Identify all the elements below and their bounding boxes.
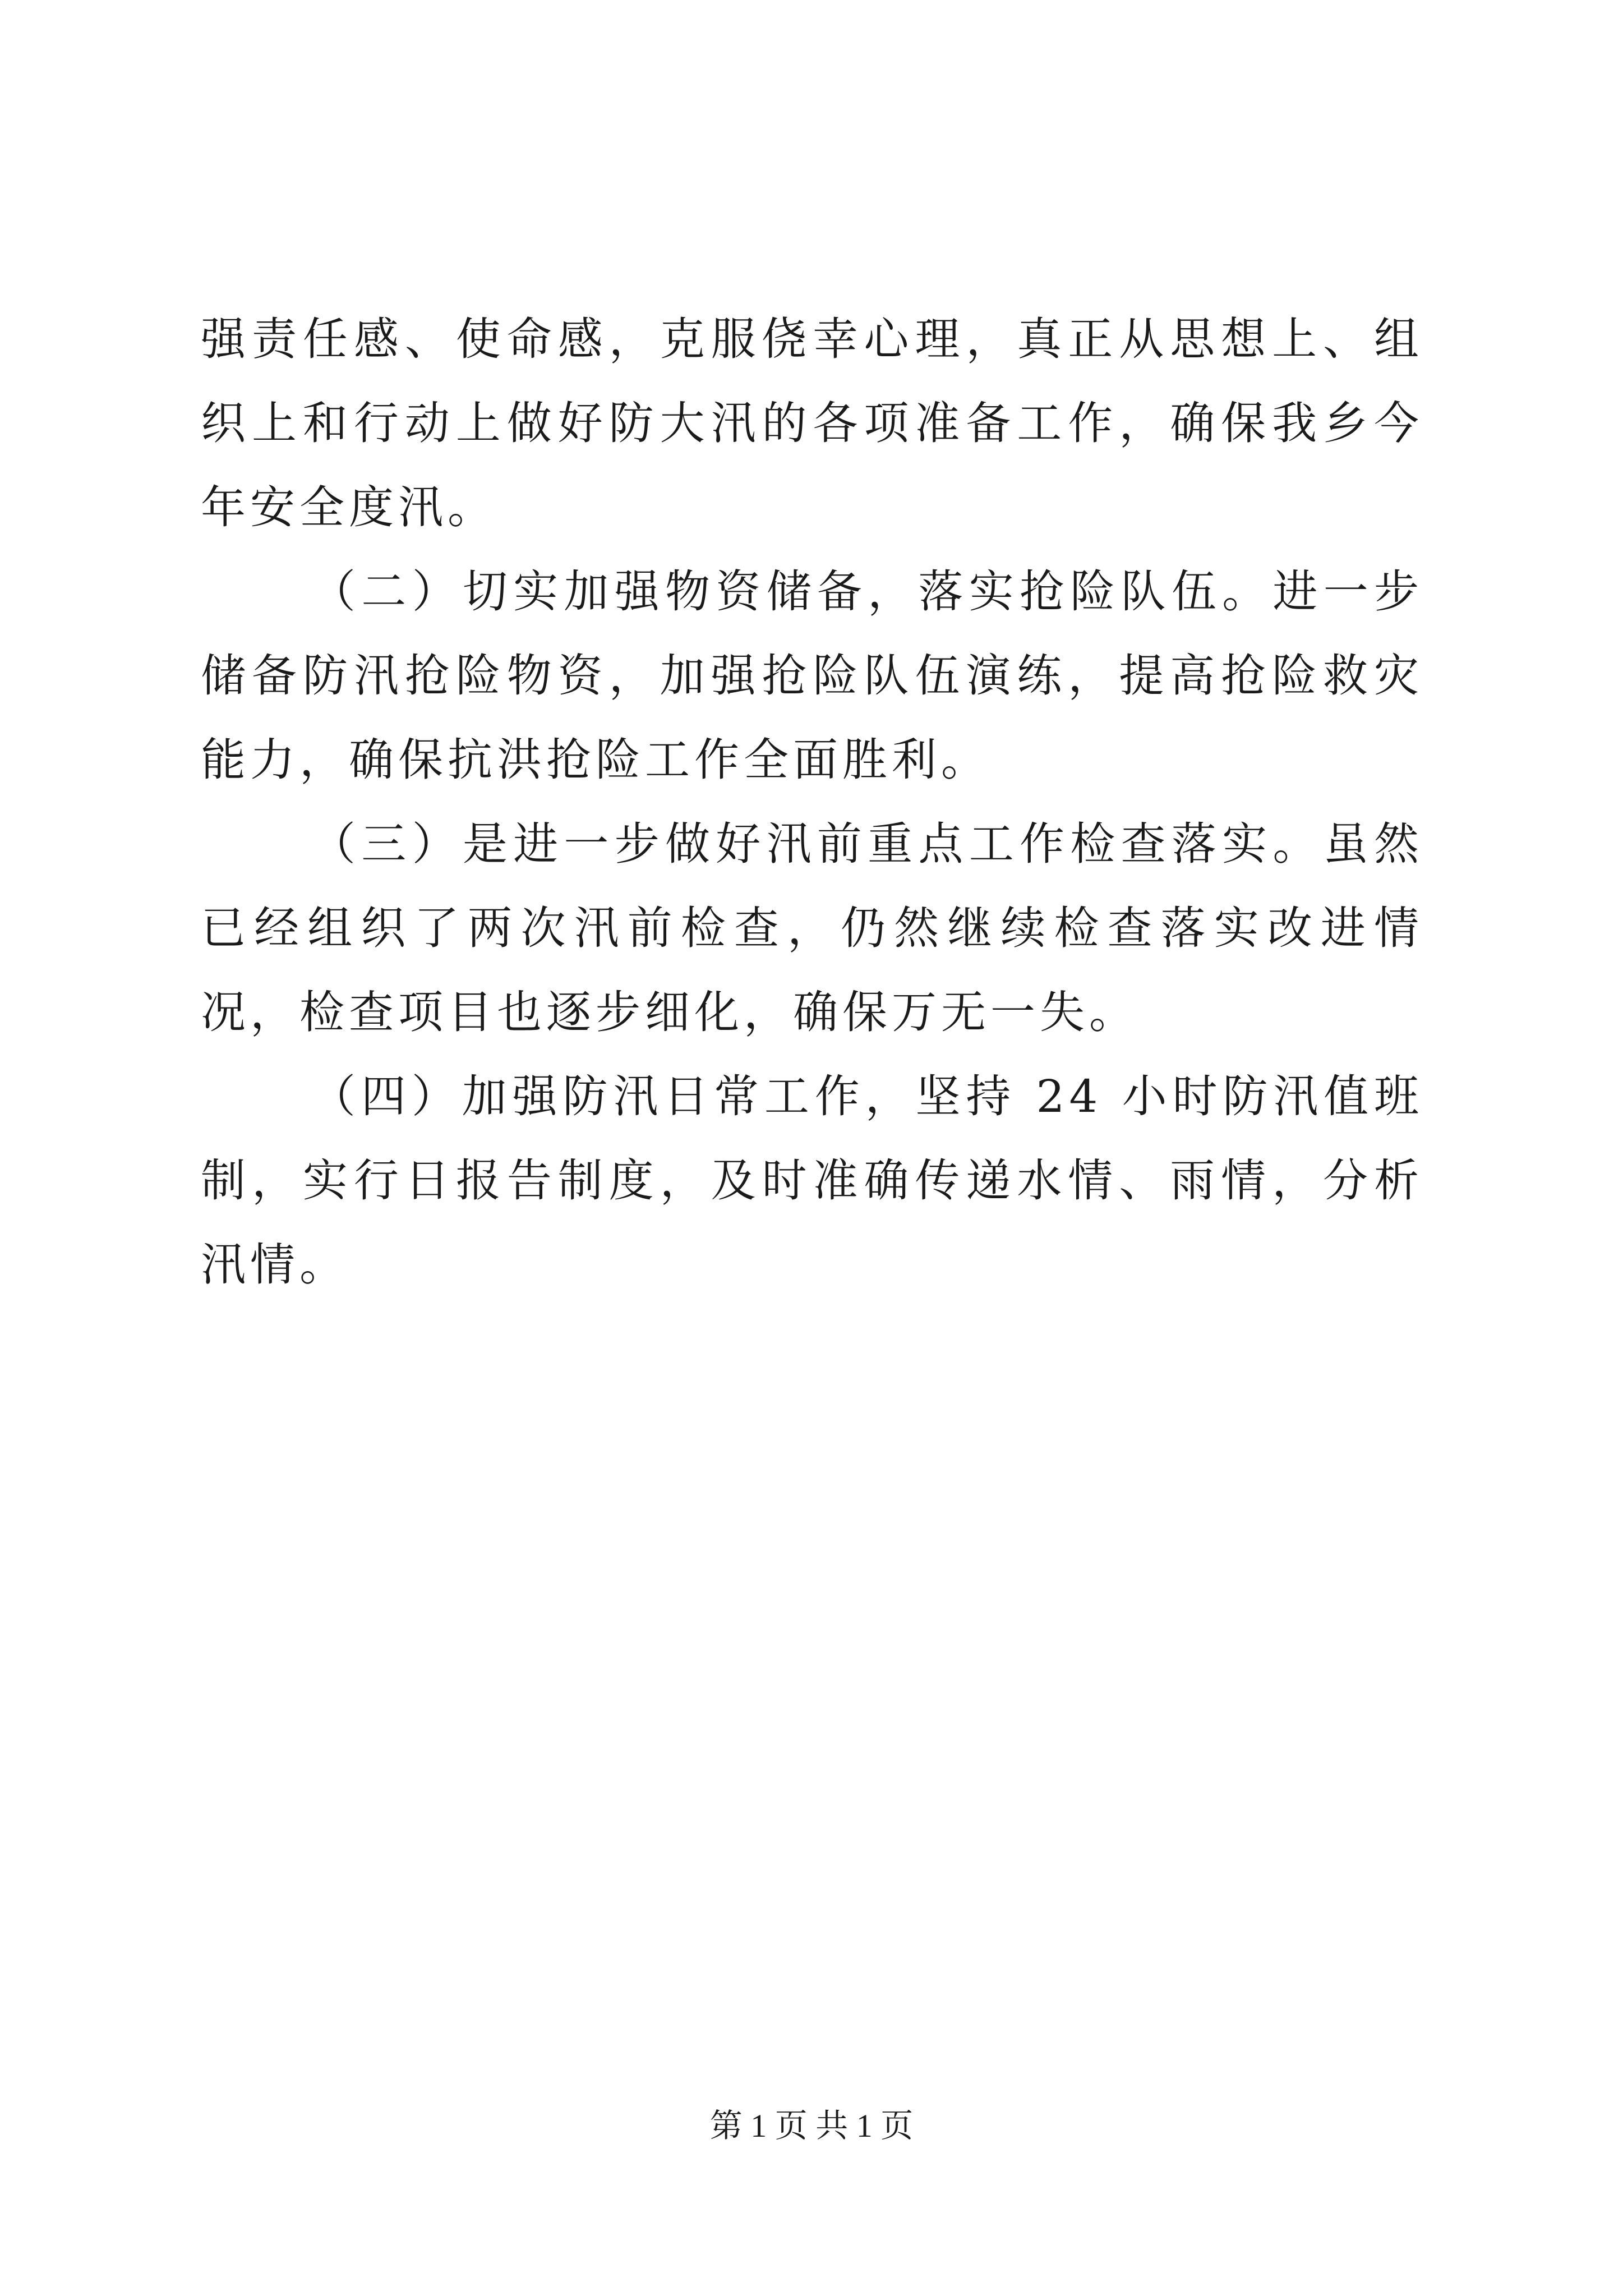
- document-body: [201, 297, 1423, 1307]
- paragraph-item-2: （二）切实加强物资储备，落实抢险队伍。进一步储备防汛抢险物资，加强抢险队伍演练，提高抢险救灾能力，确保抗洪抢险工作全面胜利。: [201, 565, 1423, 786]
- paragraph-item-3: （三）是进一步做好汛前重点工作检查落实。虽然已经组织了两次汛前检查，仍然继续检查落实改进情况，检查项目也逐步细化，确保万无一失。: [201, 818, 1423, 1038]
- paragraph-continuation: 强责任感、使命感，克服侥幸心理，真正从思想上、组织上和行动上做好防大汛的各项准备工作，确保我乡今年安全度汛。: [201, 313, 1423, 533]
- paragraph-item-4: （四）加强防汛日常工作，坚持 24 小时防汛值班制，实行日报告制度，及时准确传递水情、雨情，分析汛情。: [201, 1070, 1423, 1291]
- page-number-footer: 第 1 页 共 1 页: [709, 2108, 914, 2144]
